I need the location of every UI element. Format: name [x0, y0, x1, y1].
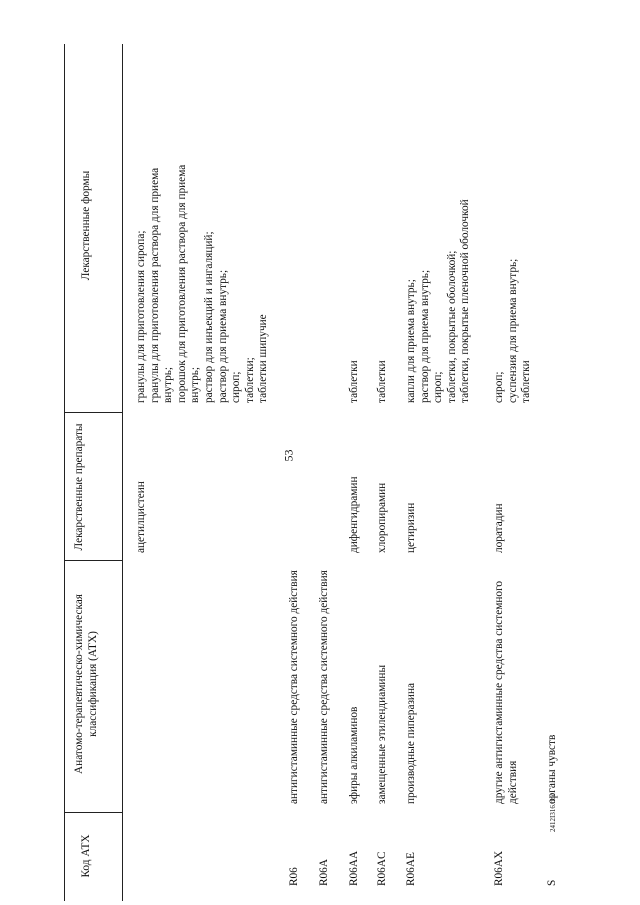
form-line: раствор для инъекций и ингаляций; — [202, 231, 215, 403]
form-line: капли для приема внутрь; — [405, 279, 417, 403]
atx-name: производные пиперазина — [405, 682, 417, 804]
atx-code: R06AE — [405, 852, 417, 886]
forms-cell — [135, 48, 271, 403]
rotated-table — [64, 44, 622, 901]
form-line: сироп; — [432, 371, 445, 403]
drug-cell: ацетилцистеин — [135, 481, 147, 553]
atx-code: R06AX — [493, 850, 505, 886]
atx-name: другие антигистаминные средства системного действия — [493, 580, 519, 804]
form-line: раствор для приема внутрь; — [216, 269, 229, 403]
form-line: гранулы для приготовления сиропа; — [135, 230, 147, 403]
forms-cell — [493, 48, 534, 403]
forms-cell — [405, 48, 473, 403]
form-line: таблетки — [348, 360, 360, 403]
atx-name: антигистаминные средства системного действия — [318, 570, 330, 804]
atx-name: замещенные этилендиамины — [376, 664, 388, 804]
header-code: Код АТХ — [80, 834, 92, 878]
drug-cell: лоратадин — [493, 503, 505, 553]
header-drugs: Лекарственные препараты — [73, 423, 85, 551]
form-line: таблетки — [520, 360, 533, 403]
forms-cell — [376, 48, 390, 403]
form-line: таблетки, покрытые пленочной оболочкой — [459, 199, 472, 403]
atx-code: R06AA — [348, 850, 360, 886]
atx-code: S — [546, 879, 558, 886]
drug-cell: хлоропирамин — [376, 482, 388, 553]
form-line: сироп; — [493, 371, 505, 403]
form-line: гранулы для приготовления раствора для приема — [148, 167, 161, 403]
atx-name: органы чувств — [546, 734, 558, 804]
form-line: таблетки; — [243, 357, 256, 403]
form-line: внутрь; — [189, 366, 202, 403]
header-atx-classification: Анатомо-терапевтическо-химическая классификация (АТХ) — [73, 594, 99, 774]
drug-cell: цетиризин — [405, 502, 417, 553]
form-line: таблетки шипучие — [257, 314, 270, 403]
header-forms: Лекарственные формы — [80, 170, 92, 281]
forms-cell — [348, 48, 362, 403]
drug-cell: дифенгидрамин — [348, 476, 360, 553]
form-line: раствор для приема внутрь; — [418, 269, 431, 403]
atx-code: R06A — [318, 859, 330, 886]
form-line: суспензия для приема внутрь; — [506, 258, 519, 403]
form-line: сироп; — [230, 371, 243, 403]
page-number: 53 — [281, 449, 296, 462]
form-line: таблетки, покрытые оболочкой; — [445, 250, 458, 403]
atx-name: антигистаминные средства системного действия — [288, 570, 300, 804]
atx-code: R06AC — [376, 851, 388, 886]
atx-code: R06 — [288, 867, 300, 886]
footer-filename: 2412I316.doc — [549, 793, 557, 832]
atx-name: эфиры алкиламинов — [348, 706, 360, 804]
form-line: порошок для приготовления раствора для приема — [175, 164, 188, 403]
form-line: таблетки — [376, 360, 388, 403]
form-line: внутрь; — [162, 366, 175, 403]
